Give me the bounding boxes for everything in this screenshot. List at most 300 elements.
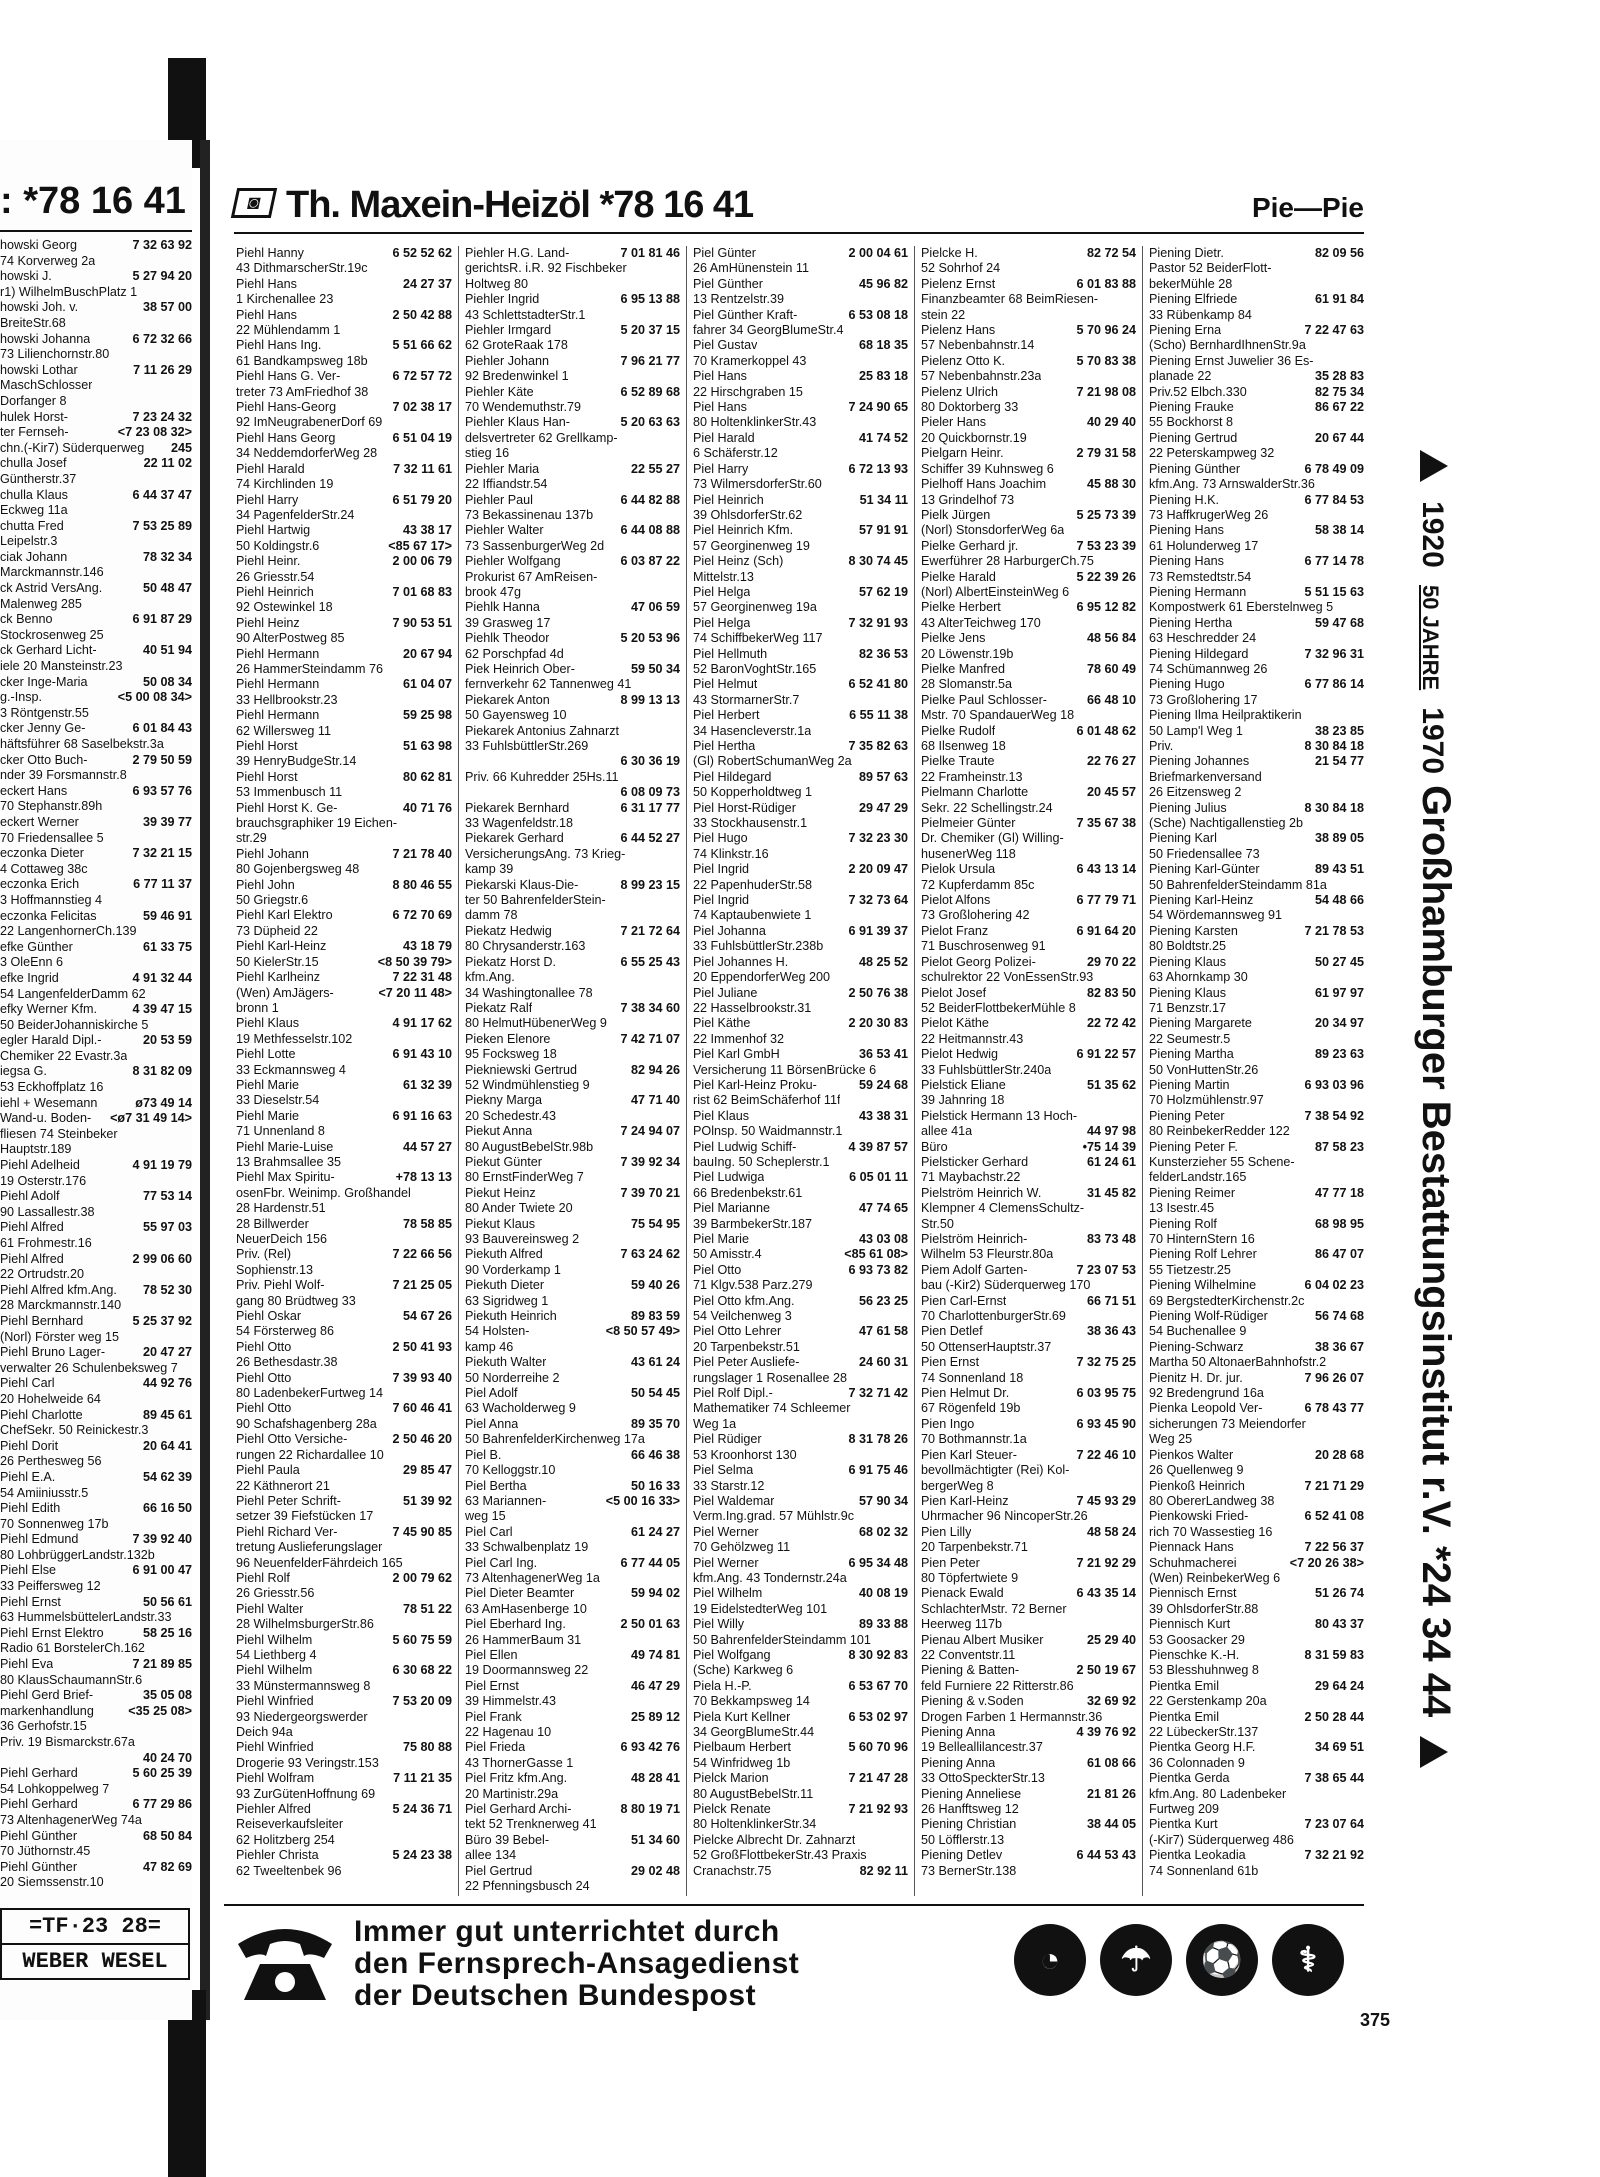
directory-entry (921, 1540, 1136, 1555)
entry-name: Piehl Winfried (236, 1740, 314, 1755)
entry-phone: 6 72 57 72 (392, 369, 452, 384)
directory-entry (1149, 1771, 1364, 1786)
entry-phone: 2 50 46 20 (392, 1432, 452, 1447)
entry-phone (1360, 1756, 1364, 1771)
entry-phone: 45 96 82 (858, 276, 908, 291)
previous-page-entry (0, 1267, 192, 1283)
entry-name: 36 Colonnaden 9 (1149, 1755, 1245, 1770)
directory-entry (465, 1417, 680, 1432)
entry-phone (448, 1201, 452, 1216)
entry-phone: 20 45 57 (1086, 785, 1136, 800)
entry-name: 26 Quellenweg 9 (1149, 1463, 1244, 1478)
entry-name: 28 Slomanstr.5a (921, 677, 1013, 692)
entry-phone: 78 32 34 (142, 549, 192, 564)
previous-page-fragment (0, 140, 192, 2020)
directory-entry (921, 1571, 1136, 1586)
directory-entry (465, 1217, 680, 1232)
entry-name: (Norl) Förster weg 15 (0, 1329, 119, 1344)
entry-name: Pienkos Walter (1149, 1447, 1234, 1462)
entry-name: Piehl Johann (236, 846, 309, 861)
entry-name: 80 LadenbekerFurtweg 14 (236, 1386, 384, 1401)
entry-phone (448, 1725, 452, 1740)
entry-name: 39 HenryBudgeStr.14 (236, 754, 357, 769)
directory-entry (1149, 1217, 1364, 1232)
directory-entry (236, 924, 452, 939)
entry-phone: 40 51 94 (142, 643, 192, 658)
entry-phone (1360, 1802, 1364, 1817)
entry-phone (1360, 1155, 1364, 1170)
directory-entry (236, 554, 452, 569)
entry-phone (904, 1032, 908, 1047)
directory-entry (236, 1155, 452, 1170)
directory-entry (1149, 462, 1364, 477)
directory-entry (693, 1494, 908, 1509)
entry-name: (Wen) AmJägers- (236, 985, 334, 1000)
entry-name: sicherungen 73 Meiendorfer (1149, 1416, 1306, 1431)
entry-phone (676, 1694, 680, 1709)
entry-name: Piel Otto kfm.Ang. (693, 1293, 795, 1308)
previous-page-entry (0, 565, 192, 581)
previous-page-entry (0, 1408, 192, 1424)
directory-entry (921, 1448, 1136, 1463)
entry-phone (676, 739, 680, 754)
directory-entry (921, 616, 1136, 631)
directory-entry (465, 616, 680, 631)
entry-phone: 7 32 21 92 (1304, 1848, 1364, 1863)
directory-entry (1149, 908, 1364, 923)
directory-entry (693, 1032, 908, 1047)
directory-entry (236, 261, 452, 276)
directory-entry (465, 1047, 680, 1062)
entry-phone (676, 1817, 680, 1832)
directory-entry (921, 924, 1136, 939)
entry-phone (676, 1140, 680, 1155)
entry-name: tekt 52 Trenknerweg 41 (465, 1817, 597, 1832)
entry-name: Pien Ingo (921, 1416, 975, 1431)
entry-name: Piel Ingrid (693, 862, 750, 877)
entry-name: 95 Focksweg 18 (465, 1047, 557, 1062)
directory-entry (236, 1556, 452, 1571)
entry-name: Piehl Rolf (236, 1570, 290, 1585)
entry-name: 20 Siemssenstr.10 (0, 1875, 104, 1890)
entry-phone: 43 61 24 (630, 1355, 680, 1370)
directory-entry (465, 693, 680, 708)
previous-page-entry (0, 846, 192, 862)
directory-entry (1149, 1247, 1364, 1262)
directory-entry (236, 523, 452, 538)
directory-entry (921, 1633, 1136, 1648)
entry-phone (904, 1833, 908, 1848)
entry-name: Piel Käthe (693, 1016, 751, 1031)
entry-phone: 6 77 14 78 (1304, 554, 1364, 569)
entry-phone (189, 706, 192, 722)
entry-phone: 25 29 40 (1086, 1632, 1136, 1647)
entry-phone (1132, 1032, 1136, 1047)
directory-entry (236, 385, 452, 400)
entry-phone: 5 24 36 71 (392, 1802, 452, 1817)
entry-name: Pielsticker Gerhard (921, 1154, 1029, 1169)
entry-name: 28 Marckmannstr.140 (0, 1298, 122, 1313)
directory-entry (465, 785, 680, 800)
previous-page-entry (0, 581, 192, 597)
entry-phone: 38 57 00 (142, 300, 192, 315)
directory-entry (693, 338, 908, 353)
entry-phone (448, 1155, 452, 1170)
entry-phone: 7 21 78 40 (392, 846, 452, 861)
directory-entry (236, 1016, 452, 1031)
directory-entry (921, 754, 1136, 769)
directory-entry (1149, 508, 1364, 523)
entry-phone: 5 20 37 15 (620, 323, 680, 338)
entry-phone (448, 1294, 452, 1309)
directory-entry (693, 277, 908, 292)
directory-entry (693, 1817, 908, 1832)
directory-entry (236, 354, 452, 369)
entry-phone: 59 94 02 (630, 1586, 680, 1601)
entry-phone: •75 14 39 (1082, 1139, 1136, 1154)
previous-page-entry (0, 1673, 192, 1689)
directory-entry (921, 600, 1136, 615)
directory-entry (693, 1047, 908, 1062)
entry-phone (904, 1417, 908, 1432)
entry-phone: 7 21 92 93 (848, 1802, 908, 1817)
previous-page-entry (0, 1439, 192, 1455)
directory-entry (1149, 754, 1364, 769)
entry-name: Piekut Günter (465, 1154, 543, 1169)
directory-entry (465, 1648, 680, 1663)
directory-entry (236, 446, 452, 461)
entry-phone: 2 00 06 79 (392, 554, 452, 569)
entry-name: Piehl Otto (236, 1339, 292, 1354)
entry-name: Priv. 19 Bismarckstr.67a (0, 1735, 135, 1749)
entry-name: Piel Helmut (693, 677, 758, 692)
previous-page-entry (0, 1501, 192, 1517)
previous-page-entry (0, 316, 192, 332)
directory-entry (693, 754, 908, 769)
directory-entry (921, 1725, 1136, 1740)
previous-page-entry (0, 1189, 192, 1205)
entry-phone: 7 96 21 77 (620, 353, 680, 368)
entry-name: Piel Hildegard (693, 769, 772, 784)
previous-page-entry (0, 737, 192, 753)
directory-entry (465, 585, 680, 600)
directory-entry (1149, 647, 1364, 662)
entry-name: Piekuth Dieter (465, 1278, 545, 1293)
entry-name: Piehl Hans-Georg (236, 400, 337, 415)
entry-phone (904, 508, 908, 523)
entry-phone (1360, 570, 1364, 585)
directory-entry (1149, 739, 1364, 754)
entry-phone (189, 1298, 192, 1314)
entry-name: 74 Kaptaubenwiete 1 (693, 908, 812, 923)
previous-page-entry (0, 1657, 192, 1673)
directory-entry (465, 369, 680, 384)
entry-name: 71 Unnenland 8 (236, 1124, 325, 1139)
directory-entry (1149, 770, 1364, 785)
entry-phone: 50 54 45 (630, 1386, 680, 1401)
entry-name: Piel Selma (693, 1463, 754, 1478)
directory-entry (693, 1001, 908, 1016)
directory-entry (236, 1694, 452, 1709)
entry-phone: 38 89 05 (1314, 831, 1364, 846)
entry-phone (448, 785, 452, 800)
directory-entry (236, 1448, 452, 1463)
entry-name: egler Harald Dipl.- (0, 1033, 102, 1048)
directory-entry (236, 1617, 452, 1632)
entry-phone: 6 01 84 43 (132, 721, 192, 736)
entry-name: Piel Otto (693, 1262, 742, 1277)
entry-phone (189, 1548, 192, 1564)
previous-page-entry (0, 1142, 192, 1158)
entry-name: Pielot Alfons (921, 893, 991, 908)
directory-entry (465, 1201, 680, 1216)
entry-phone (904, 1756, 908, 1771)
entry-phone (904, 908, 908, 923)
directory-entry (921, 1417, 1136, 1432)
entry-phone (676, 1756, 680, 1771)
entry-phone (904, 446, 908, 461)
directory-entry (1149, 1648, 1364, 1663)
entry-phone (448, 662, 452, 677)
entry-phone: 78 52 30 (142, 1282, 192, 1297)
entry-phone: 7 45 90 85 (392, 1524, 452, 1539)
entry-phone (1360, 1864, 1364, 1879)
entry-name: Piehler Alfred (236, 1802, 311, 1817)
directory-entry (465, 1679, 680, 1694)
previous-page-entry (0, 1454, 192, 1470)
directory-entry (921, 261, 1136, 276)
entry-name: 33 OttoSpeckterStr.13 (921, 1771, 1045, 1786)
entry-phone (1132, 400, 1136, 415)
directory-entry (693, 1263, 908, 1278)
entry-name: Piening Peter (1149, 1108, 1225, 1123)
directory-entry (693, 631, 908, 646)
previous-page-entry (0, 1064, 192, 1080)
listing-column-1 (230, 246, 458, 1896)
entry-phone (448, 1186, 452, 1201)
directory-entry (693, 1725, 908, 1740)
entry-name: Piening Klaus (1149, 954, 1227, 969)
directory-entry (465, 1016, 680, 1031)
entry-phone: 44 97 98 (1086, 1124, 1136, 1139)
entry-name: Piehl Peter Schrift- (236, 1493, 341, 1508)
entry-phone: 6 93 57 76 (132, 783, 192, 798)
entry-phone (676, 1663, 680, 1678)
directory-entry (693, 508, 908, 523)
entry-name: 26 Hanfftsweg 12 (921, 1802, 1019, 1817)
entry-name: 33 FuhlsbüttlerStr.238b (693, 939, 824, 954)
entry-name: 22 Ortrudstr.20 (0, 1267, 84, 1282)
directory-entry (465, 539, 680, 554)
entry-phone: 7 32 71 42 (848, 1386, 908, 1401)
entry-phone (1132, 1247, 1136, 1262)
listing-column-2 (458, 246, 686, 1896)
previous-page-entry (0, 1688, 192, 1704)
entry-name: (Sche) Nachtigallenstieg 2b (1149, 816, 1304, 831)
directory-entry (693, 1710, 908, 1725)
entry-name: 61 Frohmestr.16 (0, 1236, 92, 1250)
entry-name: eczonka Erich (0, 877, 80, 892)
entry-name: Piehl Bernhard (0, 1313, 84, 1328)
entry-name: 54 LangenfelderDamm 62 (0, 986, 146, 1001)
entry-phone (448, 1324, 452, 1339)
entry-name: Piel Herbert (693, 708, 760, 723)
entry-phone (676, 369, 680, 384)
entry-name: Piel Karl GmbH (693, 1047, 780, 1062)
directory-entry (693, 677, 908, 692)
entry-phone: 89 43 51 (1314, 862, 1364, 877)
directory-entry (921, 523, 1136, 538)
directory-entry (236, 785, 452, 800)
directory-entry (465, 1340, 680, 1355)
entry-phone (676, 816, 680, 831)
previous-page-entry (0, 1096, 192, 1112)
entry-name: 73 Lilienchornstr.80 (0, 347, 110, 362)
directory-entry (236, 1124, 452, 1139)
entry-phone: 59 47 68 (1314, 615, 1364, 630)
previous-page-entry (0, 1579, 192, 1595)
entry-name: Piehl Alfred kfm.Ang. (0, 1282, 117, 1297)
directory-entry (693, 1309, 908, 1324)
directory-entry (236, 801, 452, 816)
entry-name: Pielstick Hermann 13 Hoch- (921, 1108, 1078, 1123)
entry-name: Pienack Ewald (921, 1586, 1004, 1601)
previous-page-entry (0, 472, 192, 488)
entry-name: Pielbaum Herbert (693, 1740, 791, 1755)
entry-name: Piel Hertha (693, 739, 756, 753)
directory-entry (921, 1047, 1136, 1062)
directory-entry (1149, 554, 1364, 569)
entry-name: Piel Frieda (465, 1740, 526, 1755)
entry-phone (904, 970, 908, 985)
previous-page-entry (0, 503, 192, 519)
entry-phone: 7 53 23 39 (1076, 538, 1136, 553)
directory-entry (921, 1371, 1136, 1386)
entry-phone (904, 415, 908, 430)
entry-name: Pielok Ursula (921, 862, 996, 877)
directory-entry (693, 1324, 908, 1339)
entry-name: 33 Dieselstr.54 (236, 1093, 320, 1108)
directory-entry (1149, 1417, 1364, 1432)
entry-name: 26 Eitzensweg 2 (1149, 785, 1242, 800)
entry-name: 61 Holunderweg 17 (1149, 538, 1259, 553)
entry-phone (676, 986, 680, 1001)
directory-entry (921, 1864, 1136, 1879)
entry-name: 1 Kirchenallee 23 (236, 292, 334, 307)
entry-phone (676, 708, 680, 723)
entry-name: 73 Düpheid 22 (236, 923, 318, 938)
entry-phone (1132, 369, 1136, 384)
entry-name: Piekny Marga (465, 1093, 542, 1108)
entry-phone: 6 93 03 96 (1304, 1077, 1364, 1092)
entry-name: Piehl Otto (236, 1401, 292, 1416)
entry-name: Piel Ernst (465, 1678, 519, 1693)
entry-name: 73 Bekassinenau 137b (465, 507, 594, 522)
entry-phone: 38 23 85 (1314, 723, 1364, 738)
directory-entry (1149, 1448, 1364, 1463)
directory-entry (693, 908, 908, 923)
entry-name: Pientka Emil (1149, 1709, 1219, 1724)
directory-entry (236, 1278, 452, 1293)
entry-phone: 87 58 23 (1314, 1139, 1364, 1154)
directory-entry (693, 1648, 908, 1663)
entry-phone (1360, 1633, 1364, 1648)
entry-phone (904, 1787, 908, 1802)
entry-name: 33 Stockhausenstr.1 (693, 816, 808, 831)
directory-entry (693, 261, 908, 276)
directory-entry (693, 708, 908, 723)
entry-phone: 7 01 68 83 (392, 584, 452, 599)
entry-name: 50 Koldingstr.6 (236, 538, 320, 553)
entry-name: ter Fernseh- (0, 425, 69, 440)
listing-column-5 (1142, 246, 1370, 1896)
entry-phone (676, 1787, 680, 1802)
entry-phone: 6 77 79 71 (1076, 893, 1136, 908)
directory-entry (236, 400, 452, 415)
entry-name: Kompostwerk 61 Eberstelnweg 5 (1149, 600, 1334, 615)
previous-page-entry (0, 332, 192, 348)
entry-phone: 6 72 32 66 (132, 331, 192, 346)
entry-name: Piening Julius (1149, 800, 1227, 815)
entry-phone: 4 39 47 15 (132, 1002, 192, 1017)
entry-name: 19 EidelstedterWeg 101 (693, 1601, 828, 1616)
banner-year-end: 1970 (1416, 707, 1449, 775)
entry-name: Piel Ellen (465, 1647, 518, 1662)
entry-phone: 89 35 70 (630, 1416, 680, 1431)
entry-phone: 6 91 64 20 (1076, 923, 1136, 938)
previous-page-entry (0, 862, 192, 878)
entry-phone (1132, 523, 1136, 538)
entry-phone: 21 81 26 (1086, 1786, 1136, 1801)
entry-phone: 5 70 96 24 (1076, 323, 1136, 338)
entry-phone (448, 415, 452, 430)
directory-entry (465, 1170, 680, 1185)
entry-name: Heerweg 117b (921, 1617, 1002, 1632)
entry-name: rungen 22 Richardallee 10 (236, 1447, 384, 1462)
entry-phone (448, 1756, 452, 1771)
entry-phone: 5 22 39 26 (1076, 569, 1136, 584)
directory-entry (465, 847, 680, 862)
directory-entry (693, 647, 908, 662)
previous-page-entry (0, 254, 192, 270)
directory-entry (693, 986, 908, 1001)
previous-page-entry (0, 456, 192, 472)
entry-name: Piehl Karl-Heinz (236, 939, 327, 954)
entry-phone (448, 816, 452, 831)
entry-name: ciak Johann (0, 549, 68, 564)
entry-phone: 2 20 30 83 (848, 1016, 908, 1031)
entry-name: Pielenz Ulrich (921, 384, 998, 399)
entry-name: Piel Rüdiger (693, 1432, 762, 1447)
directory-entry (236, 1078, 452, 1093)
entry-phone (189, 1454, 192, 1470)
directory-entry (1149, 1725, 1364, 1740)
entry-phone: 47 61 58 (858, 1324, 908, 1339)
entry-phone: 7 21 89 85 (132, 1657, 192, 1672)
directory-entry (465, 878, 680, 893)
directory-entry (921, 1309, 1136, 1324)
entry-name: 19 Belleallilancestr.37 (921, 1740, 1043, 1755)
entry-name: Büro 39 Bebel- (465, 1832, 550, 1847)
entry-name: 73 AltenhagenerWeg 74a (0, 1812, 142, 1827)
entry-name: 22 Peterskampweg 32 (1149, 446, 1275, 461)
entry-name: Piennisch Ernst (1149, 1586, 1237, 1601)
entry-name: Piehl Alfred (0, 1220, 64, 1235)
entry-phone (676, 1879, 680, 1894)
entry-phone: 24 27 37 (402, 276, 452, 291)
directory-entry (465, 647, 680, 662)
entry-phone (904, 816, 908, 831)
